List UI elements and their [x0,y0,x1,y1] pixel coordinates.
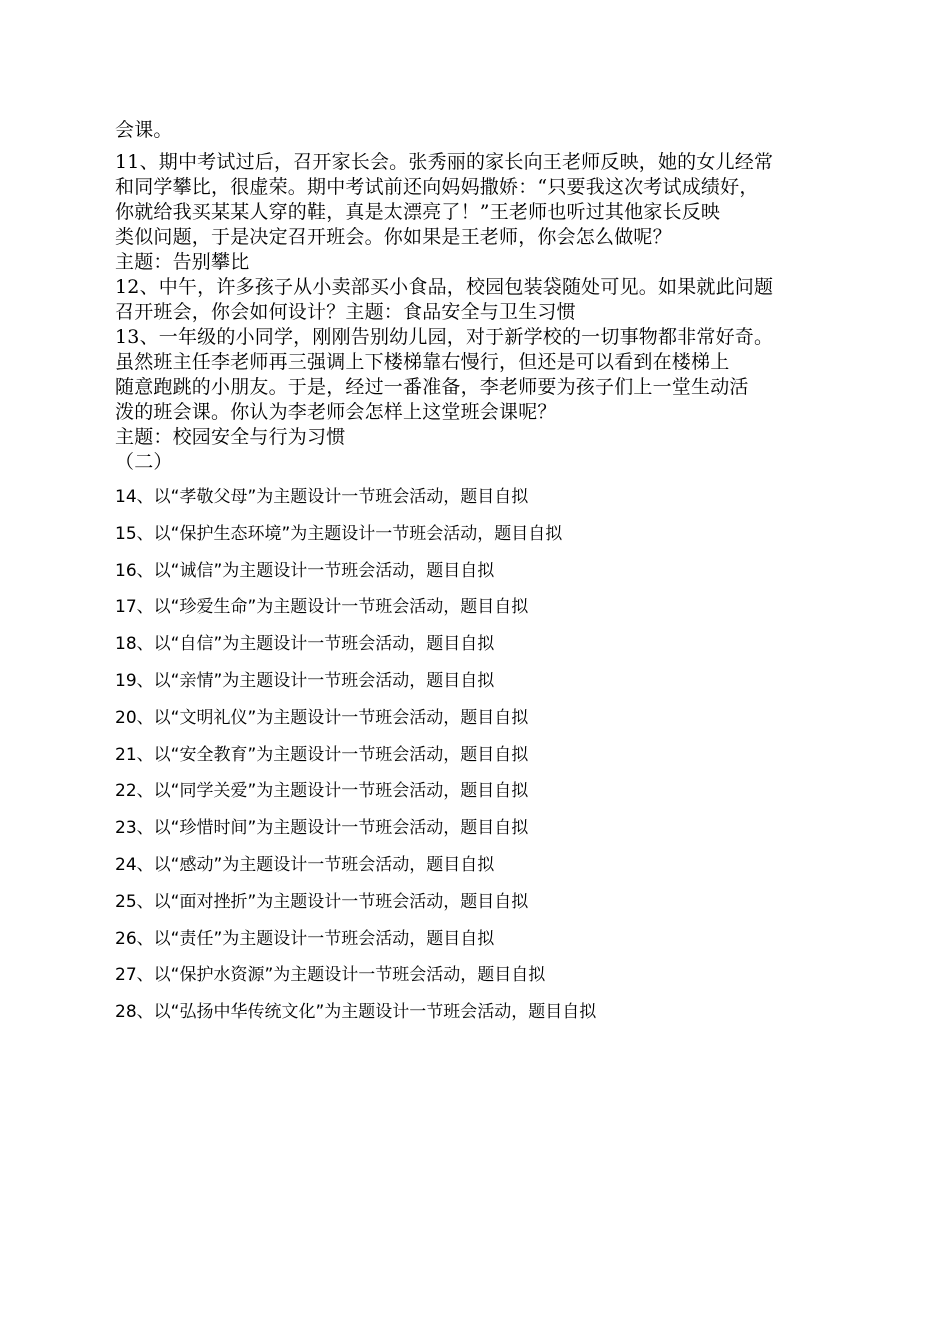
list-item: 23、以“珍惜时间”为主题设计一节班会活动，题目自拟 [115,818,529,838]
text-line: 11、期中考试过后，召开家长会。张秀丽的家长向王老师反映，她的女儿经常 [115,151,774,173]
list-item: 25、以“面对挫折”为主题设计一节班会活动，题目自拟 [115,892,529,912]
text-line: 会课。 [115,119,173,141]
section-heading: （二） [115,451,173,473]
text-line: 和同学攀比，很虚荣。期中考试前还向妈妈撒娇：“只要我这次考试成绩好， [115,176,759,198]
text-line: 12、中午，许多孩子从小卖部买小食品，校园包装袋随处可见。如果就此问题 [115,276,774,298]
list-item: 22、以“同学关爱”为主题设计一节班会活动，题目自拟 [115,781,529,801]
text-line: 你就给我买某某人穿的鞋，真是太漂亮了！”王老师也听过其他家长反映 [115,201,721,223]
list-item: 27、以“保护水资源”为主题设计一节班会活动，题目自拟 [115,965,546,985]
list-item: 18、以“自信”为主题设计一节班会活动，题目自拟 [115,634,495,654]
list-item: 21、以“安全教育”为主题设计一节班会活动，题目自拟 [115,745,529,765]
text-line: 随意跑跳的小朋友。于是，经过一番准备，李老师要为孩子们上一堂生动活 [115,376,749,398]
text-line: 主题：告别攀比 [115,251,250,273]
text-line: 虽然班主任李老师再三强调上下楼梯靠右慢行，但还是可以看到在楼梯上 [115,351,730,373]
list-item: 17、以“珍爱生命”为主题设计一节班会活动，题目自拟 [115,597,529,617]
list-item: 26、以“责任”为主题设计一节班会活动，题目自拟 [115,929,495,949]
text-line: 召开班会，你会如何设计？主题：食品安全与卫生习惯 [115,301,576,323]
text-line: 泼的班会课。你认为李老师会怎样上这堂班会课呢？ [115,401,557,423]
list-item: 14、以“孝敬父母”为主题设计一节班会活动，题目自拟 [115,487,529,507]
list-item: 19、以“亲情”为主题设计一节班会活动，题目自拟 [115,671,495,691]
list-item: 24、以“感动”为主题设计一节班会活动，题目自拟 [115,855,495,875]
list-item: 16、以“诚信”为主题设计一节班会活动，题目自拟 [115,561,495,581]
list-item: 15、以“保护生态环境”为主题设计一节班会活动，题目自拟 [115,524,563,544]
section-topic: 主题：校园安全与行为习惯 [115,426,346,448]
text-line: 13、一年级的小同学，刚刚告别幼儿园，对于新学校的一切事物都非常好奇。 [115,326,774,348]
list-item: 28、以“弘扬中华传统文化”为主题设计一节班会活动，题目自拟 [115,1002,597,1022]
text-line: 类似问题，于是决定召开班会。你如果是王老师，你会怎么做呢？ [115,226,672,248]
list-item: 20、以“文明礼仪”为主题设计一节班会活动，题目自拟 [115,708,529,728]
